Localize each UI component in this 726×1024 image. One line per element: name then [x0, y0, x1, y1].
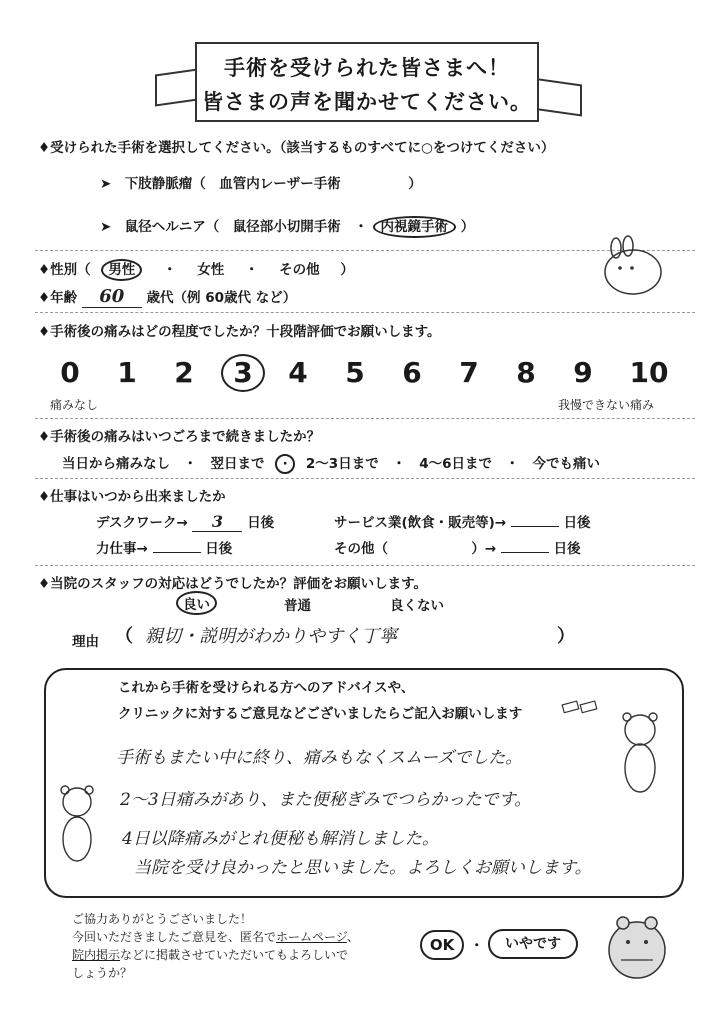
pain-scale-10[interactable]: 10 — [629, 356, 669, 389]
surgery-option-varicose[interactable]: ➤ 下肢静脈瘤（ 血管内レーザー手術 ） — [100, 176, 422, 192]
work-other-days-blank[interactable] — [501, 538, 549, 553]
age-answer[interactable]: 60 — [82, 286, 142, 308]
staff-reason-row — [115, 622, 575, 648]
staff-bad[interactable]: 良くない — [390, 598, 444, 614]
hernia-end: ） — [460, 219, 475, 235]
age-label: ♦年齢 — [38, 290, 78, 306]
work-desk-days: 日後 — [247, 515, 275, 531]
work-labor-days: 日後 — [205, 541, 233, 557]
gender-other[interactable]: その他 — [279, 262, 320, 278]
gender-label: ♦性別（ — [38, 262, 91, 278]
work-desk-answer[interactable]: 3 — [192, 512, 242, 532]
advice-line-3[interactable]: 4日以降痛みがとれ便秘も解消しました。 — [122, 829, 439, 849]
advice-prompt-1: これから手術を受けられる方へのアドバイスや、 — [118, 680, 415, 696]
duration-question: ♦手術後の痛みはいつごろまで続きましたか？ — [38, 429, 321, 445]
divider — [35, 478, 695, 479]
work-service-blank[interactable] — [511, 512, 559, 527]
pain-scale-1[interactable]: 1 — [117, 356, 137, 389]
advice-line-4[interactable]: 当院を受け良かったと思いました。よろしくお願いします。 — [134, 858, 592, 878]
work-service-label: サービス業(飲食・販売等)→ — [334, 515, 507, 531]
work-desk-row — [96, 511, 274, 532]
divider — [35, 418, 695, 419]
pencil-eraser-icon — [562, 700, 598, 714]
gender-sep-2: ・ — [244, 262, 259, 278]
duration-selected-mark[interactable]: · — [275, 454, 295, 474]
work-question: ♦仕事はいつから出来ましたか — [38, 489, 226, 505]
hernia-label: ➤ 鼠径ヘルニア（ 鼠径部小切開手術 ・ — [100, 219, 368, 235]
work-labor-label: 力仕事→ — [96, 541, 148, 557]
pain-scale — [50, 356, 670, 390]
footer-thanks: ご協力ありがとうございました！ — [72, 912, 253, 926]
advice-line-2[interactable]: 2〜3日痛みがあり、また便秘ぎみでつらかったです。 — [120, 790, 532, 810]
reason-close: ） — [557, 626, 575, 647]
work-other-end: ）→ — [471, 541, 497, 557]
footer-consent-line-2 — [72, 928, 359, 945]
pain-scale-2[interactable]: 2 — [174, 356, 194, 389]
title-line-2: 皆さまの声を聞かせてください。 — [202, 90, 532, 114]
divider — [35, 565, 695, 566]
pain-question: ♦手術後の痛みはどの程度でしたか？十段階評価でお願いします。 — [38, 324, 441, 340]
title-line-1: 手術を受けられた皆さまへ！ — [224, 56, 510, 80]
age-suffix: 歳代（例 60歳代 など） — [146, 290, 297, 306]
consent-no-button[interactable]: いやです — [488, 929, 578, 959]
footer-consent-line-4: しょうか？ — [72, 966, 133, 980]
work-labor-blank[interactable] — [153, 538, 201, 553]
pain-scale-9[interactable]: 9 — [573, 356, 593, 389]
gender-sep-1: ・ — [163, 262, 177, 278]
pain-low-label: 痛みなし — [50, 398, 99, 412]
footer-line2b: 、 — [346, 930, 359, 944]
work-service-days: 日後 — [563, 515, 591, 531]
pain-scale-6[interactable]: 6 — [402, 356, 422, 389]
duration-options-1[interactable]: 当日から痛みなし ・ 翌日まで — [62, 456, 265, 472]
staff-reason-label: 理由 — [72, 634, 99, 650]
reason-answer[interactable]: 親切・説明がわかりやすく丁寧 — [145, 626, 398, 647]
staff-good-circled[interactable]: 良い — [176, 591, 217, 615]
bear-left-illustration-icon — [52, 784, 102, 874]
consent-ok-button[interactable]: OK — [420, 930, 464, 960]
reason-open: （ — [115, 626, 133, 647]
divider — [35, 250, 695, 251]
rabbit-illustration-icon — [598, 238, 668, 298]
consent-sep: ・ — [470, 938, 484, 954]
duration-options — [62, 452, 600, 474]
age-row — [38, 286, 296, 308]
advice-prompt-2: クリニックに対するご意見などございましたらご記入お願いします — [118, 706, 523, 722]
title-banner — [195, 42, 539, 122]
footer-line3: などに掲載させていただいてもよろしいで — [120, 948, 349, 962]
footer-line2a: 今回いただきましたご意見を、匿名で — [72, 930, 277, 944]
gender-end: ） — [340, 262, 354, 278]
staff-question: ♦当院のスタッフの対応はどうでしたか？評価をお願いします。 — [38, 576, 428, 592]
surgery-option-hernia[interactable] — [100, 215, 474, 235]
pain-scale-5[interactable]: 5 — [345, 356, 365, 389]
gender-row — [38, 258, 354, 278]
footer-homepage: ホームページ — [276, 930, 347, 944]
gender-female[interactable]: 女性 — [197, 262, 225, 278]
footer-board: 院内掲示 — [72, 948, 121, 962]
pain-scale-0[interactable]: 0 — [60, 356, 80, 389]
bear-mascot-illustration-icon — [606, 912, 668, 984]
advice-line-1[interactable]: 手術もまたい中に終り、痛みもなくスムーズでした。 — [116, 748, 523, 768]
duration-options-2[interactable]: 2〜3日まで ・ 4〜6日まで ・ 今でも痛い — [305, 456, 600, 472]
pain-high-label: 我慢できない痛み — [558, 398, 655, 412]
pain-scale-8[interactable]: 8 — [516, 356, 536, 389]
surgery-question: ♦受けられた手術を選択してください。（該当するものすべてに○をつけてください） — [38, 140, 555, 156]
work-desk-label: デスクワーク→ — [96, 515, 188, 531]
work-other-label: その他（ — [334, 541, 388, 557]
divider — [35, 312, 695, 313]
pain-scale-7[interactable]: 7 — [459, 356, 479, 389]
pain-scale-4[interactable]: 4 — [288, 356, 308, 389]
work-other-row — [334, 537, 581, 557]
hernia-endoscopic-circled[interactable]: 内視鏡手術 — [373, 216, 457, 238]
staff-normal[interactable]: 普通 — [284, 598, 311, 614]
bear-right-illustration-icon — [612, 710, 668, 802]
work-service-row — [334, 511, 591, 531]
gender-male-circled[interactable]: 男性 — [101, 259, 142, 281]
work-labor-row — [96, 537, 232, 557]
footer-consent-line-3 — [72, 946, 348, 963]
pain-scale-3-selected[interactable]: 3 — [221, 354, 265, 392]
work-other-days: 日後 — [553, 541, 581, 557]
